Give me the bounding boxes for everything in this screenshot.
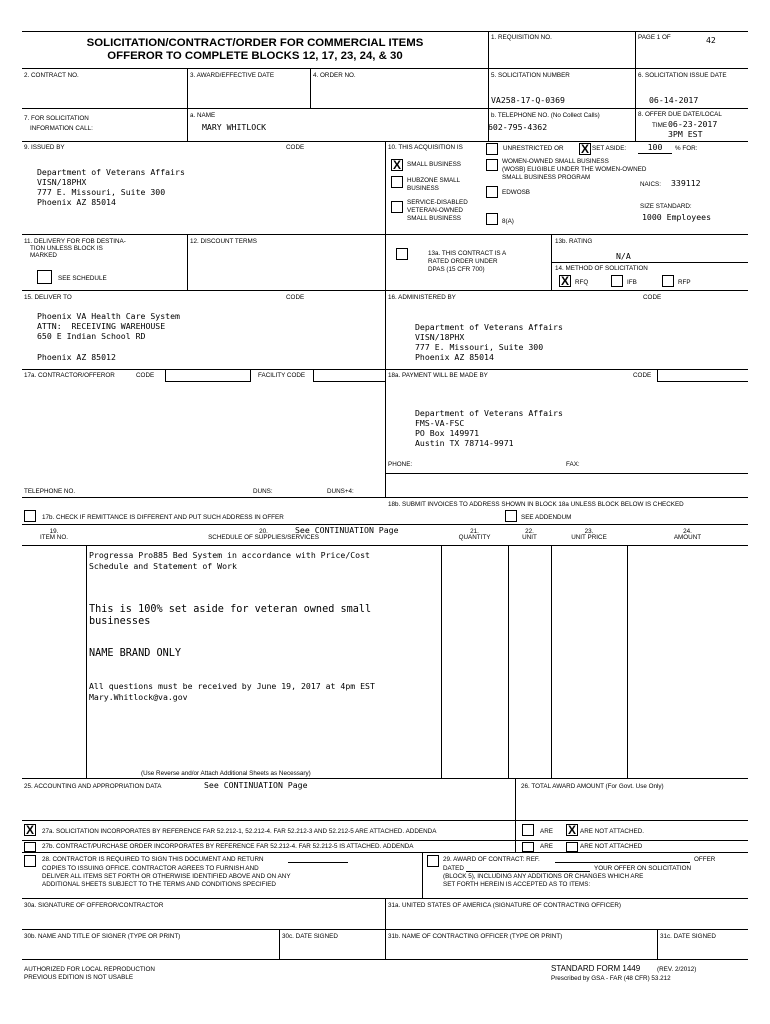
phone-label: PHONE:	[388, 461, 413, 468]
payment-line4: Austin TX 78714-9971	[415, 438, 514, 448]
27b-are-checkbox[interactable]	[522, 842, 534, 852]
see-addendum-checkbox[interactable]	[505, 510, 517, 522]
col-schedule-continuation: See CONTINUATION Page	[295, 525, 399, 535]
deliver-to-code-label: CODE	[286, 294, 305, 301]
administered-line3: 777 E. Missouri, Suite 300	[415, 342, 544, 352]
total-award-label: 26. TOTAL AWARD AMOUNT (For Govt. Use Only)	[521, 783, 664, 790]
footer-previous-edition: PREVIOUS EDITION IS NOT USABLE	[24, 974, 134, 981]
hubzone-checkbox[interactable]	[391, 176, 403, 188]
info-call-label-2: INFORMATION CALL:	[30, 125, 93, 132]
col-quantity: QUANTITY	[458, 534, 491, 541]
27b-label: 27b. CONTRACT/PURCHASE ORDER INCORPORATES BY REFERENCE FAR 52.212-4. FAR 52.212-5 IS ATTACHED. ADDENDA	[42, 843, 414, 850]
edwosb-checkbox[interactable]	[486, 186, 498, 198]
28-line3: DELIVER ALL ITEMS SET FORTH OR OTHERWISE IDENTIFIED ABOVE AND ON ANY	[42, 873, 291, 880]
administered-line2: VISN/18PHX	[415, 332, 465, 342]
27b-are-not-label: ARE NOT ATTACHED	[580, 843, 643, 850]
deliver-to-line5: Phoenix AZ 85012	[37, 352, 116, 362]
sdvosb-checkbox[interactable]	[391, 201, 403, 213]
duns-label: DUNS:	[253, 488, 273, 495]
issue-date-label: 6. SOLICITATION ISSUE DATE	[638, 72, 727, 79]
duns4-label: DUNS+4:	[327, 488, 354, 495]
see-schedule-label: SEE SCHEDULE	[58, 275, 107, 282]
col-unit-price-num: 23.	[584, 528, 594, 535]
see-addendum-label: SEE ADDENDUM	[521, 514, 572, 521]
administered-line4: Phoenix AZ 85014	[415, 352, 494, 362]
rfp-label: RFP	[678, 279, 691, 286]
29-dated: DATED	[443, 865, 464, 872]
delivery-fob-label-3: MARKED	[30, 252, 57, 259]
size-standard: 1000 Employees	[642, 212, 712, 222]
27a-are-checkbox[interactable]	[522, 824, 534, 836]
set-aside-checkbox[interactable]: X	[580, 142, 589, 156]
edwosb-label: EDWOSB	[502, 189, 530, 196]
29-line4: SET FORTH HEREIN IS ACCEPTED AS TO ITEMS:	[443, 881, 591, 888]
rated-order-checkbox[interactable]	[396, 248, 408, 260]
set-aside-notice-line2: businesses	[89, 616, 151, 627]
facility-code-label: FACILITY CODE	[258, 372, 306, 379]
hubzone-label-2: BUSINESS	[407, 185, 439, 192]
col-schedule: SCHEDULE OF SUPPLIES/SERVICES	[208, 534, 319, 541]
deliver-to-line2: ATTN: RECEIVING WAREHOUSE	[37, 321, 166, 331]
27b-checkbox[interactable]	[24, 842, 36, 852]
col-unit-num: 22.	[525, 528, 534, 535]
issued-by-line4: Phoenix AZ 85014	[37, 197, 116, 207]
col-unit: UNIT	[522, 534, 537, 541]
order-no-label: 4. ORDER NO.	[313, 72, 356, 79]
issued-by-label: 9. ISSUED BY	[24, 144, 65, 151]
contact-email: Mary.Whitlock@va.gov	[89, 692, 188, 702]
contractor-label: 17a. CONTRACTOR/OFFEROR	[24, 372, 115, 379]
payment-code-field[interactable]	[657, 369, 748, 382]
offer-due-time-label: TIME	[652, 122, 668, 129]
29-your-offer: YOUR OFFER ON SOLICITATION	[594, 865, 692, 872]
name-label: a. NAME	[190, 112, 216, 119]
solicitation-number: VA258-17-Q-0369	[491, 95, 565, 105]
fax-label: FAX:	[566, 461, 580, 468]
payment-line1: Department of Veterans Affairs	[415, 408, 563, 418]
payment-code-label: CODE	[633, 372, 652, 379]
wosb-label-1: WOMEN-OWNED SMALL BUSINESS	[502, 158, 609, 165]
contract-no-label: 2. CONTRACT NO.	[24, 72, 79, 79]
form-revision: (REV. 2/2012)	[657, 966, 697, 973]
payment-line3: PO Box 149971	[415, 428, 480, 438]
delivery-fob-label-1: 11. DELIVERY FOR FOB DESTINA-	[24, 238, 126, 245]
issue-date: 06-14-2017	[649, 95, 699, 105]
set-aside-notice-line1: This is 100% set aside for veteran owned small	[89, 604, 372, 615]
ifb-checkbox[interactable]	[611, 275, 623, 287]
telephone-no-label: TELEPHONE NO.	[24, 488, 76, 495]
form-title-line2: OFFEROR TO COMPLETE BLOCKS 12, 17, 23, 24, & 30	[107, 50, 403, 62]
27b-are-not-checkbox[interactable]	[566, 842, 578, 852]
issued-by-line2: VISN/18PHX	[37, 177, 87, 187]
contact-name: MARY WHITLOCK	[202, 122, 267, 132]
27a-are-not-label: ARE NOT ATTACHED.	[580, 828, 645, 835]
28-line1: 28. CONTRACTOR IS REQUIRED TO SIGN THIS DOCUMENT AND RETURN	[42, 856, 264, 863]
page-label: PAGE 1 OF	[638, 34, 671, 41]
facility-code-field[interactable]	[313, 369, 385, 382]
schedule-item-line2: Schedule and Statement of Work	[89, 561, 237, 571]
accounting-label: 25. ACCOUNTING AND APPROPRIATION DATA	[24, 783, 162, 790]
8a-checkbox[interactable]	[486, 213, 498, 225]
unrestricted-checkbox[interactable]	[486, 143, 498, 155]
remittance-label: 17b. CHECK IF REMITTANCE IS DIFFERENT AND PUT SUCH ADDRESS IN OFFER	[42, 514, 284, 521]
administered-by-label: 16. ADMINISTERED BY	[388, 294, 456, 301]
telephone-label: b. TELEPHONE NO. (No Collect Calls)	[491, 112, 600, 119]
ifb-label: IFB	[627, 279, 637, 286]
deliver-to-line1: Phoenix VA Health Care System	[37, 311, 180, 321]
contractor-code-label: CODE	[136, 372, 155, 379]
discount-terms-label: 12. DISCOUNT TERMS	[190, 238, 257, 245]
rfq-checkbox[interactable]: X	[560, 274, 569, 288]
rfp-checkbox[interactable]	[662, 275, 674, 287]
administered-code-label: CODE	[643, 294, 662, 301]
method-label: 14. METHOD OF SOLICITATION	[555, 265, 648, 272]
col-unit-price: UNIT PRICE	[571, 534, 607, 541]
contractor-code-field[interactable]	[165, 369, 251, 382]
signature-offeror-label: 30a. SIGNATURE OF OFFEROR/CONTRACTOR	[24, 902, 164, 909]
29-offer: OFFER	[694, 856, 716, 863]
rated-order-label-2: RATED ORDER UNDER	[428, 258, 498, 265]
offer-due-time: 3PM EST	[668, 129, 703, 139]
payment-line2: FMS-VA-FSC	[415, 418, 465, 428]
size-standard-label: SIZE STANDARD:	[640, 203, 692, 210]
set-aside-percent: 100	[647, 142, 663, 152]
sdvosb-label-2: VETERAN-OWNED	[407, 207, 463, 214]
28-line4: ADDITIONAL SHEETS SUBJECT TO THE TERMS AND CONDITIONS SPECIFIED	[42, 881, 276, 888]
27a-are-label: ARE	[540, 828, 553, 835]
officer-date-label: 31c. DATE SIGNED	[660, 933, 716, 940]
rated-order-label-3: DPAS (15 CFR 700)	[428, 266, 485, 273]
col-item-no: ITEM NO.	[40, 534, 68, 541]
signer-name-label: 30b. NAME AND TITLE OF SIGNER (TYPE OR PRINT)	[24, 933, 181, 940]
sdvosb-label-3: SMALL BUSINESS	[407, 215, 462, 222]
issued-by-line1: Department of Veterans Affairs	[37, 167, 185, 177]
rating-label: 13b. RATING	[555, 238, 593, 245]
acquisition-label: 10. THIS ACQUISITION IS	[388, 144, 463, 151]
col-schedule-num: 20.	[259, 528, 268, 535]
telephone-number: 602-795-4362	[488, 122, 548, 132]
brand-name-notice: NAME BRAND ONLY	[89, 648, 182, 659]
27a-label: 27a. SOLICITATION INCORPORATES BY REFERENCE FAR 52.212-1, 52.212-4. FAR 52.212-3 AND 52.212-5 ARE ATTACHED. ADDENDA	[42, 828, 437, 835]
signature-officer-label: 31a. UNITED STATES OF AMERICA (SIGNATURE OF CONTRACTING OFFICER)	[388, 902, 622, 909]
28-line2: COPIES TO ISSUING OFFICE. CONTRACTOR AGREES TO FURNISH AND	[42, 865, 259, 872]
percent-for-label: % FOR:	[675, 145, 698, 152]
issued-by-code-label: CODE	[286, 144, 305, 151]
naics-label: NAICS:	[640, 181, 661, 188]
set-aside-label: SET ASIDE:	[592, 145, 627, 152]
wosb-checkbox[interactable]	[486, 159, 498, 171]
signer-date-label: 30c. DATE SIGNED	[282, 933, 338, 940]
solicitation-number-label: 5. SOLICITATION NUMBER	[491, 72, 570, 79]
8a-label: 8(A)	[502, 218, 514, 225]
sdvosb-label-1: SERVICE-DISABLED	[407, 199, 468, 206]
requisition-no-label: 1. REQUISITION NO.	[491, 34, 552, 41]
27a-checkbox[interactable]: X	[25, 823, 34, 837]
rated-order-label-1: 13a. THIS CONTRACT IS A	[428, 250, 507, 257]
schedule-item-line1: Progressa Pro885 Bed System in accordance with Price/Cost	[89, 550, 370, 560]
page-total: 42	[706, 35, 716, 45]
form-title-line1: SOLICITATION/CONTRACT/ORDER FOR COMMERCIAL ITEMS	[86, 37, 424, 49]
col-amount: AMOUNT	[673, 534, 702, 541]
29-line1: 29. AWARD OF CONTRACT: REF.	[443, 856, 540, 863]
officer-name-label: 31b. NAME OF CONTRACTING OFFICER (TYPE OR PRINT)	[388, 933, 563, 940]
unrestricted-label: UNRESTRICTED OR	[503, 145, 564, 152]
reverse-note: (Use Reverse and/or Attach Additional Sheets as Necessary)	[141, 770, 311, 777]
deliver-to-line3: 650 E Indian School RD	[37, 331, 146, 341]
col-quantity-num: 21.	[470, 528, 479, 535]
29-line3: (BLOCK 5), INCLUDING ANY ADDITIONS OR CHANGES WHICH ARE	[443, 873, 644, 880]
accounting-value: See CONTINUATION Page	[204, 780, 308, 790]
submit-invoices-label: 18b. SUBMIT INVOICES TO ADDRESS SHOWN IN BLOCK 18a UNLESS BLOCK BELOW IS CHECKED	[388, 501, 684, 508]
27b-are-label: ARE	[540, 843, 553, 850]
small-business-checkbox[interactable]: X	[392, 158, 401, 172]
payment-by-label: 18a. PAYMENT WILL BE MADE BY	[388, 372, 488, 379]
award-date-label: 3. AWARD/EFFECTIVE DATE	[190, 72, 275, 79]
small-business-label: SMALL BUSINESS	[407, 161, 462, 168]
offer-due-date: 06-23-2017	[668, 119, 718, 129]
rating-value: N/A	[616, 251, 631, 261]
delivery-fob-label-2: TION UNLESS BLOCK IS	[30, 245, 103, 252]
remittance-checkbox[interactable]	[24, 510, 36, 522]
naics-code: 339112	[671, 178, 701, 188]
deliver-to-label: 15. DELIVER TO	[24, 294, 72, 301]
standard-form-number: STANDARD FORM 1449	[551, 964, 641, 973]
issued-by-line3: 777 E. Missouri, Suite 300	[37, 187, 166, 197]
administered-line1: Department of Veterans Affairs	[415, 322, 563, 332]
28-checkbox[interactable]	[24, 855, 36, 867]
rfq-label: RFQ	[575, 279, 589, 286]
29-checkbox[interactable]	[427, 855, 439, 867]
info-call-label: 7. FOR SOLICITATION	[24, 115, 89, 122]
col-amount-num: 24.	[683, 528, 692, 535]
questions-deadline: All questions must be received by June 19, 2017 at 4pm EST	[89, 681, 375, 691]
col-item-no-num: 19.	[49, 528, 59, 535]
wosb-label-3: SMALL BUSINESS PROGRAM	[502, 174, 591, 181]
27a-are-not-checkbox[interactable]: X	[567, 823, 576, 837]
offer-due-label: 8. OFFER DUE DATE/LOCAL	[638, 111, 722, 118]
see-schedule-checkbox[interactable]	[37, 270, 52, 284]
footer-authorized: AUTHORIZED FOR LOCAL REPRODUCTION	[24, 966, 155, 973]
prescribed-by: Prescribed by GSA - FAR (48 CFR) 53.212	[551, 975, 671, 982]
hubzone-label-1: HUBZONE SMALL	[407, 177, 461, 184]
wosb-label-2: (WOSB) ELIGIBLE UNDER THE WOMEN-OWNED	[502, 166, 647, 173]
